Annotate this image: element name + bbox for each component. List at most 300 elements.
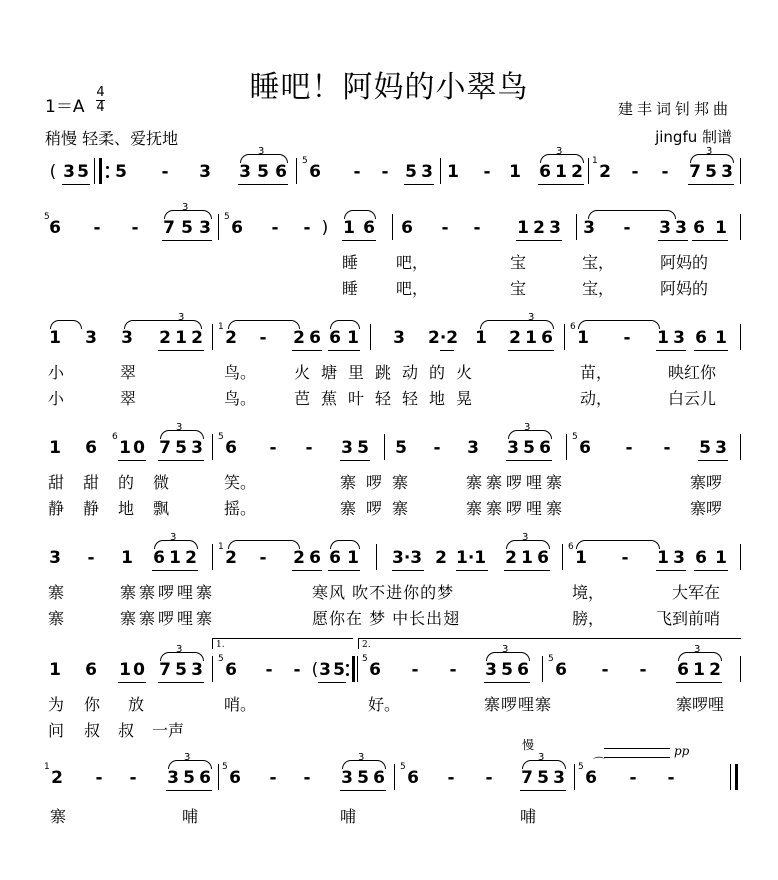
note: - bbox=[131, 218, 139, 238]
grace-note: 5 bbox=[400, 762, 406, 772]
triplet-mark: 3 bbox=[706, 146, 713, 157]
lyric: 寨啰 bbox=[690, 473, 723, 492]
note: 5 bbox=[257, 162, 269, 182]
lyric: 小 bbox=[48, 389, 65, 408]
note: 1 bbox=[521, 548, 533, 568]
grace-note: 6 bbox=[112, 432, 118, 442]
lyric: 睡 bbox=[342, 253, 359, 272]
note: 5 bbox=[181, 218, 193, 238]
lyric: 翠 bbox=[120, 389, 137, 408]
note: 3·3 bbox=[392, 548, 423, 568]
beam bbox=[292, 570, 322, 571]
slur bbox=[480, 320, 554, 329]
beam bbox=[158, 350, 204, 351]
lyric-line-2b bbox=[0, 276, 778, 298]
lyric: 笑。 bbox=[224, 473, 257, 492]
note: 2 bbox=[225, 328, 237, 348]
note: 6 bbox=[329, 328, 341, 348]
note: 6 bbox=[539, 162, 551, 182]
beam bbox=[118, 460, 146, 461]
triplet-mark: 3 bbox=[502, 644, 509, 655]
note: 6 bbox=[693, 218, 705, 238]
lyric: 寨啰哩 bbox=[676, 695, 725, 714]
note: 6 bbox=[517, 660, 529, 680]
lyric-line-2a bbox=[0, 250, 778, 272]
lyric: 寨寨啰哩寨 bbox=[120, 609, 216, 628]
lyric-line-4a bbox=[0, 470, 778, 492]
lyric: 寒风 吹不进你的梦 bbox=[312, 583, 455, 602]
note: 7 bbox=[159, 660, 171, 680]
note: 3 bbox=[721, 162, 733, 182]
beam bbox=[698, 460, 728, 461]
note: - bbox=[259, 328, 267, 348]
note: 3 bbox=[659, 218, 671, 238]
volta-1-number: 1. bbox=[216, 640, 225, 650]
note: 6 bbox=[329, 548, 341, 568]
barline bbox=[740, 656, 741, 682]
paren-close: ) bbox=[321, 218, 329, 238]
note: 2 bbox=[293, 328, 305, 348]
note: 1 bbox=[509, 162, 521, 182]
lyric: 鸟。 bbox=[224, 363, 257, 382]
note: 5 bbox=[523, 438, 535, 458]
note: - bbox=[87, 548, 95, 568]
note: - bbox=[483, 162, 491, 182]
note: 6 bbox=[49, 218, 61, 238]
note: 6 bbox=[363, 218, 375, 238]
beam bbox=[404, 184, 434, 185]
lyric: 你 bbox=[84, 695, 101, 714]
note: 2 bbox=[435, 548, 447, 568]
grace-note: 5 bbox=[302, 156, 308, 166]
note: 1 bbox=[49, 438, 61, 458]
note: 3 bbox=[421, 162, 433, 182]
lyric: 宝， bbox=[582, 253, 615, 272]
beam bbox=[656, 570, 686, 571]
barline bbox=[212, 544, 213, 570]
grace-note: 1 bbox=[44, 762, 50, 772]
beam bbox=[238, 184, 288, 185]
tempo-slow: 慢 bbox=[522, 738, 535, 752]
note: - bbox=[433, 438, 441, 458]
lyric-line-7a bbox=[0, 804, 778, 826]
note: 1 bbox=[715, 218, 727, 238]
note: 3 bbox=[553, 768, 565, 788]
triplet-mark: 3 bbox=[176, 644, 183, 655]
note: - bbox=[663, 438, 671, 458]
lyric: 火塘里跳动的火 bbox=[294, 363, 484, 382]
credit-engraver: jingfu 制谱 bbox=[655, 128, 732, 146]
beam bbox=[694, 570, 728, 571]
note: - bbox=[305, 438, 313, 458]
beam bbox=[694, 350, 728, 351]
note: - bbox=[95, 768, 103, 788]
note: 6 bbox=[199, 768, 211, 788]
slur bbox=[330, 540, 360, 549]
note: 3 bbox=[393, 328, 405, 348]
note: 3 bbox=[485, 660, 497, 680]
note: 3 bbox=[341, 438, 353, 458]
note: 2 bbox=[191, 328, 203, 348]
barline bbox=[740, 434, 741, 460]
triplet-mark: 3 bbox=[524, 422, 531, 433]
note: 3 bbox=[49, 548, 61, 568]
grace-note: 6 bbox=[568, 542, 574, 552]
triplet-mark: 3 bbox=[528, 312, 535, 323]
note: - bbox=[601, 660, 609, 680]
note: 3 bbox=[507, 438, 519, 458]
note: 1 bbox=[657, 548, 669, 568]
lyric: 宝 bbox=[510, 279, 527, 298]
barline bbox=[357, 656, 358, 682]
note: 5 bbox=[357, 438, 369, 458]
time-signature bbox=[96, 86, 105, 115]
lyric: 宝 bbox=[510, 253, 527, 272]
note: 1 bbox=[347, 548, 359, 568]
note: 1 bbox=[121, 548, 133, 568]
note: - bbox=[259, 548, 267, 568]
lyric: 寨寨啰哩寨 bbox=[120, 583, 216, 602]
triplet-mark: 3 bbox=[258, 146, 265, 157]
note: 1 bbox=[517, 218, 529, 238]
lyric: 叔 bbox=[84, 721, 101, 740]
note: 7 bbox=[521, 768, 533, 788]
note: 5 bbox=[175, 660, 187, 680]
note: - bbox=[661, 162, 669, 182]
note: 6 bbox=[225, 438, 237, 458]
note: 2·2 bbox=[428, 328, 459, 348]
note: 3 bbox=[673, 328, 685, 348]
note: 3 bbox=[673, 548, 685, 568]
note: - bbox=[449, 660, 457, 680]
beam bbox=[676, 682, 722, 683]
lyric: 阿妈的 bbox=[660, 279, 709, 298]
note: - bbox=[161, 162, 169, 182]
lyric: 吧， bbox=[396, 279, 429, 298]
triplet-mark: 3 bbox=[182, 202, 189, 213]
note: - bbox=[271, 218, 279, 238]
note: - bbox=[447, 768, 455, 788]
lyric: 阿妈的 bbox=[660, 253, 709, 272]
note: 1 bbox=[693, 660, 705, 680]
beam bbox=[162, 240, 212, 241]
note: 6 bbox=[407, 768, 419, 788]
note: 1 bbox=[169, 548, 181, 568]
beam bbox=[506, 460, 552, 461]
slur bbox=[578, 320, 660, 329]
note: 3 bbox=[121, 328, 133, 348]
triplet-mark: 3 bbox=[176, 422, 183, 433]
note: - bbox=[381, 162, 389, 182]
note: 2 bbox=[51, 768, 63, 788]
lyric: 映红你 bbox=[668, 363, 717, 382]
grace-note: 5 bbox=[578, 762, 584, 772]
lyric: 寨啰 bbox=[690, 499, 723, 518]
barline bbox=[576, 214, 577, 240]
beam bbox=[516, 240, 562, 241]
fermata-icon: ⌒ bbox=[592, 756, 605, 770]
note: - bbox=[269, 438, 277, 458]
note: - bbox=[269, 768, 277, 788]
grace-note: 5 bbox=[224, 212, 230, 222]
lyric: 摇。 bbox=[224, 499, 257, 518]
credit-composer: 建丰词钊邦曲 bbox=[617, 100, 732, 118]
note: 6 bbox=[309, 162, 321, 182]
lyric-line-5a bbox=[0, 580, 778, 602]
barline bbox=[218, 764, 219, 790]
lyric: 寨啰寨 bbox=[340, 499, 419, 518]
lyric: 哺 bbox=[520, 807, 537, 826]
repeat-dot bbox=[106, 175, 109, 178]
note: 3 bbox=[239, 162, 251, 182]
note: 1 bbox=[175, 328, 187, 348]
barline bbox=[94, 158, 95, 184]
lyric: 睡 bbox=[342, 279, 359, 298]
triplet-mark: 3 bbox=[694, 644, 701, 655]
note: 3 bbox=[191, 438, 203, 458]
repeat-dot bbox=[346, 664, 349, 667]
note: - bbox=[623, 218, 631, 238]
note: 5 bbox=[333, 660, 345, 680]
note: 1 bbox=[715, 548, 727, 568]
lyric: 为 bbox=[48, 695, 65, 714]
beam bbox=[508, 350, 554, 351]
note: 2 bbox=[509, 328, 521, 348]
note: 1 bbox=[119, 660, 131, 680]
note: 5 bbox=[705, 162, 717, 182]
note: 3 bbox=[467, 438, 479, 458]
note: - bbox=[631, 162, 639, 182]
note: 6 bbox=[373, 768, 385, 788]
grace-note: 5 bbox=[218, 654, 224, 664]
barline bbox=[376, 544, 377, 570]
tempo-marking: 稍慢 轻柔、爱抚地 bbox=[45, 129, 179, 148]
lyric-line-3a bbox=[0, 360, 778, 382]
lyric: 寨 bbox=[50, 807, 67, 826]
note: - bbox=[639, 660, 647, 680]
lyric: 叔 bbox=[118, 721, 135, 740]
note: - bbox=[441, 218, 449, 238]
note: 1 bbox=[49, 328, 61, 348]
triplet-mark: 3 bbox=[522, 532, 529, 543]
note: 5 bbox=[183, 768, 195, 788]
lyric: 大军在 bbox=[672, 583, 721, 602]
barline bbox=[566, 434, 567, 460]
note: - bbox=[93, 218, 101, 238]
barline bbox=[218, 214, 219, 240]
lyric: 飞到前哨 bbox=[656, 609, 721, 628]
barline bbox=[384, 434, 385, 460]
slur bbox=[344, 210, 376, 219]
note: - bbox=[623, 328, 631, 348]
note: 3 bbox=[319, 660, 331, 680]
note: 1 bbox=[577, 328, 589, 348]
note: 2 bbox=[709, 660, 721, 680]
note: 1 bbox=[475, 328, 487, 348]
note: 6 bbox=[579, 438, 591, 458]
note: 6 bbox=[537, 548, 549, 568]
barline bbox=[392, 214, 393, 240]
barline bbox=[730, 764, 731, 790]
note: 6 bbox=[85, 438, 97, 458]
barline bbox=[562, 544, 563, 570]
barline bbox=[212, 324, 213, 350]
note: 3 bbox=[85, 328, 97, 348]
beam bbox=[688, 184, 734, 185]
hairpin-diminuendo bbox=[604, 748, 670, 758]
note: - bbox=[485, 768, 493, 788]
note: 1 bbox=[715, 328, 727, 348]
beam bbox=[456, 570, 488, 571]
note: 6 bbox=[85, 660, 97, 680]
note: - bbox=[667, 768, 675, 788]
volta-2 bbox=[358, 638, 741, 649]
beam bbox=[656, 350, 686, 351]
note: 5 bbox=[115, 162, 127, 182]
lyric: 甜甜的微 bbox=[48, 473, 189, 492]
time-sig-bottom: 4 bbox=[96, 100, 105, 115]
beam bbox=[440, 350, 454, 351]
grace-note: 1 bbox=[218, 542, 224, 552]
lyric: 寨寨啰哩寨 bbox=[466, 473, 567, 492]
grace-note: 5 bbox=[222, 762, 228, 772]
lyric-line-6a bbox=[0, 692, 778, 714]
note: 6 bbox=[153, 548, 165, 568]
beam bbox=[328, 350, 360, 351]
beam bbox=[342, 240, 376, 241]
lyric: 问 bbox=[48, 721, 65, 740]
lyric: 芭蕉叶轻轻地晃 bbox=[294, 389, 484, 408]
note: 1 bbox=[575, 548, 587, 568]
barline bbox=[740, 158, 741, 184]
beam bbox=[318, 682, 346, 683]
note: 3 bbox=[341, 768, 353, 788]
lyric-line-6b bbox=[0, 718, 778, 740]
triplet-mark: 3 bbox=[358, 752, 365, 763]
note: 5 bbox=[77, 162, 89, 182]
barline bbox=[588, 158, 589, 184]
repeat-dot bbox=[346, 673, 349, 676]
paren-open: ( bbox=[49, 162, 57, 182]
note: 3 bbox=[675, 218, 687, 238]
grace-note: 5 bbox=[44, 212, 50, 222]
note: 3 bbox=[167, 768, 179, 788]
triplet-mark: 3 bbox=[556, 146, 563, 157]
lyric: 吧， bbox=[396, 253, 429, 272]
beam bbox=[166, 790, 212, 791]
grace-note: 5 bbox=[218, 432, 224, 442]
note: 2 bbox=[293, 548, 305, 568]
lyric-line-3b bbox=[0, 386, 778, 408]
note: 5 bbox=[395, 438, 407, 458]
barline bbox=[740, 544, 741, 570]
note: - bbox=[129, 768, 137, 788]
barline bbox=[394, 764, 395, 790]
note: 5 bbox=[699, 438, 711, 458]
lyric: 寨啰哩寨 bbox=[484, 695, 553, 714]
note: 1 bbox=[347, 328, 359, 348]
lyric: 小 bbox=[48, 363, 65, 382]
note: 2 bbox=[599, 162, 611, 182]
note: - bbox=[265, 660, 273, 680]
dynamic-pp: pp bbox=[674, 744, 690, 758]
note: 3 bbox=[715, 438, 727, 458]
note: 6 bbox=[539, 438, 551, 458]
beam bbox=[392, 570, 424, 571]
note: - bbox=[473, 218, 481, 238]
note: - bbox=[353, 162, 361, 182]
grace-note: 1 bbox=[592, 156, 598, 166]
note: 6 bbox=[677, 660, 689, 680]
lyric: 放 bbox=[128, 695, 145, 714]
note: 6 bbox=[555, 660, 567, 680]
note: 0 bbox=[133, 660, 145, 680]
note: 6 bbox=[231, 218, 243, 238]
note: 0 bbox=[133, 438, 145, 458]
note: 6 bbox=[401, 218, 413, 238]
lyric: 好。 bbox=[368, 695, 401, 714]
note: 1 bbox=[525, 328, 537, 348]
lyric: 哺 bbox=[340, 807, 357, 826]
beam bbox=[504, 570, 550, 571]
barline bbox=[574, 764, 575, 790]
note: 6 bbox=[229, 768, 241, 788]
repeat-dot bbox=[106, 166, 109, 169]
lyric: 苗， bbox=[580, 363, 613, 382]
beam bbox=[158, 460, 204, 461]
note: 6 bbox=[695, 548, 707, 568]
barline bbox=[542, 656, 543, 682]
beam bbox=[520, 790, 566, 791]
lyric: 境， bbox=[572, 583, 605, 602]
slur bbox=[50, 320, 82, 329]
note: 2 bbox=[571, 162, 583, 182]
note: 1 bbox=[555, 162, 567, 182]
repeat-bar bbox=[99, 158, 102, 184]
grace-note: 6 bbox=[570, 322, 576, 332]
note: 1 bbox=[657, 328, 669, 348]
barline bbox=[212, 656, 213, 682]
lyric: 寨啰寨 bbox=[340, 473, 419, 492]
repeat-end-bar bbox=[352, 656, 355, 682]
lyric-line-5b bbox=[0, 606, 778, 628]
lyric: 鸟。 bbox=[224, 389, 257, 408]
note: 2 bbox=[185, 548, 197, 568]
lyric: 翠 bbox=[120, 363, 137, 382]
beam bbox=[538, 184, 584, 185]
note: 2 bbox=[505, 548, 517, 568]
grace-note: 1 bbox=[218, 322, 224, 332]
triplet-mark: 3 bbox=[538, 752, 545, 763]
note: 3 bbox=[583, 218, 595, 238]
beam bbox=[328, 570, 360, 571]
time-sig-top: 4 bbox=[96, 85, 105, 100]
note: 6 bbox=[585, 768, 597, 788]
lyric: 愿你在 梦 中长出翅 bbox=[312, 609, 461, 628]
grace-note: 5 bbox=[572, 432, 578, 442]
barline bbox=[740, 214, 741, 240]
note: - bbox=[293, 660, 301, 680]
barline bbox=[370, 324, 371, 350]
beam bbox=[484, 682, 530, 683]
volta-1 bbox=[212, 638, 353, 649]
note: 3 bbox=[549, 218, 561, 238]
lyric: 一声 bbox=[152, 721, 185, 740]
triplet-mark: 3 bbox=[178, 312, 185, 323]
slur bbox=[330, 320, 360, 329]
note: 1 bbox=[119, 438, 131, 458]
barline bbox=[296, 158, 297, 184]
